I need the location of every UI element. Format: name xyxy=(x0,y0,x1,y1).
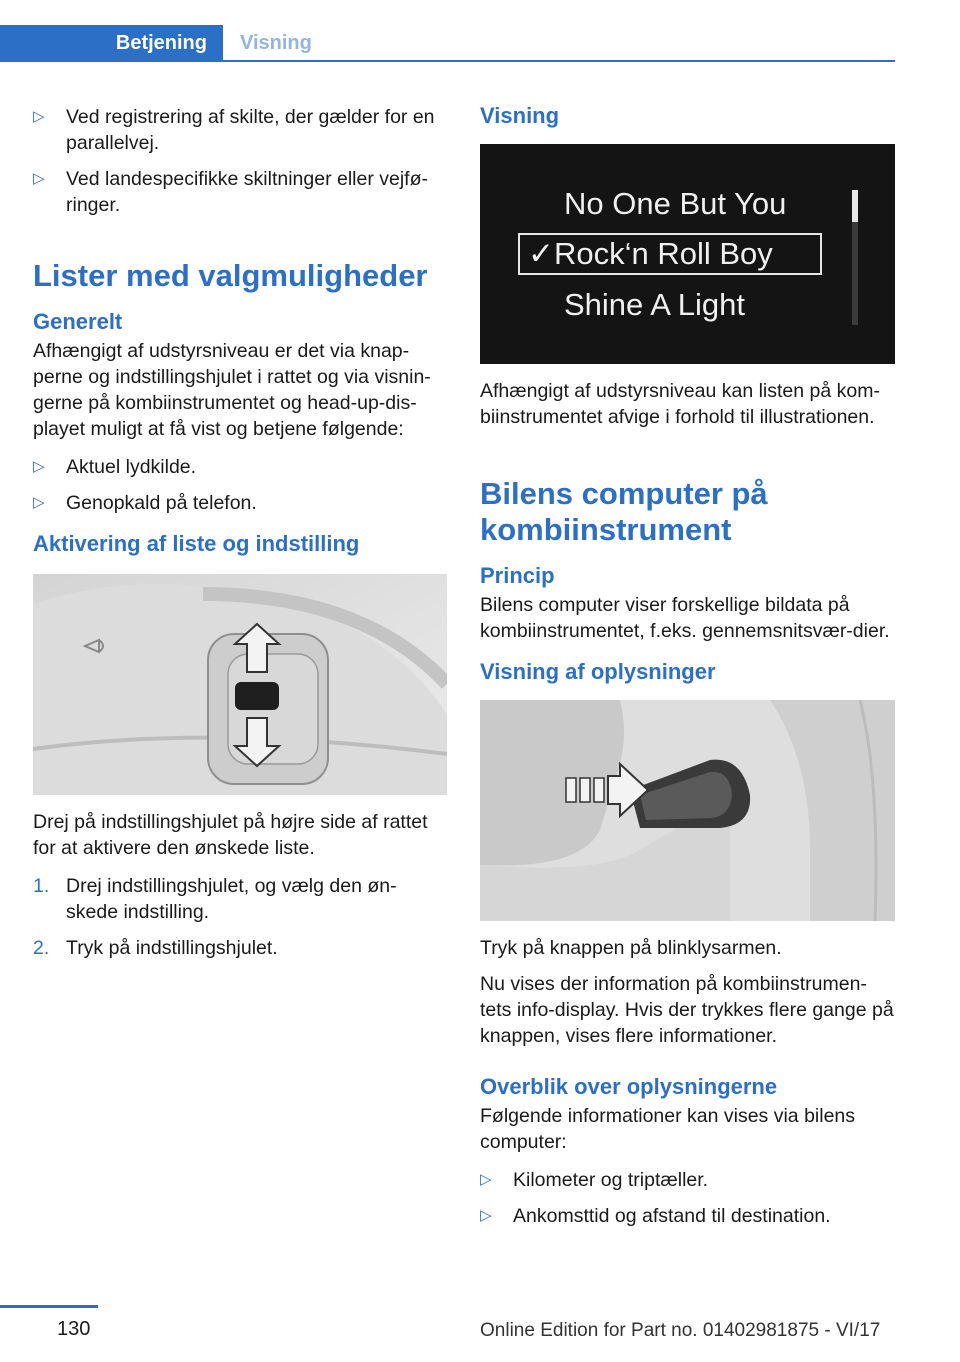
feature-list xyxy=(33,454,447,516)
list-item: ▷ Aktuel lydkilde. xyxy=(33,456,197,478)
list-item: 2. Tryk på indstillingshjulet. xyxy=(33,937,278,959)
paragraph-afhaengigt: Afhængigt af udstyrsniveau kan listen på kom-biinstrumentet afvige i forhold til illustrationen. xyxy=(480,380,880,428)
heading-generelt: Generelt xyxy=(33,309,123,334)
heading-overblik: Overblik over oplysningerne xyxy=(480,1074,778,1099)
triangle-bullet-icon: ▷ xyxy=(33,458,45,475)
heading-aktivering: Aktivering af liste og indstilling xyxy=(33,531,360,556)
display-item-1: No One But You xyxy=(564,186,787,221)
display-illustration xyxy=(480,144,895,364)
paragraph-nu-vises: Nu vises der information på kombiinstrumen-tets info-display. Hvis der trykkes flere gange på knappen, vises flere informationer. xyxy=(480,973,894,1047)
scrollbar-thumb xyxy=(852,190,858,222)
page-number: 130 xyxy=(57,1318,91,1340)
paragraph-generelt: Afhængigt af udstyrsniveau er det via knap-perne og indstillingshjulet i rattet og via visnin-gerne på kombiinstrumentet og head-up-dis-playet muligt at få vist og betjene følgende: xyxy=(33,340,431,440)
heading-lister: Lister med valgmuligheder xyxy=(33,258,428,293)
triangle-bullet-icon: ▷ xyxy=(33,108,45,125)
paragraph-tryk: Tryk på knappen på blinklysarmen. xyxy=(480,937,782,959)
heading-bilens-computer: Bilens computer på kombiinstrument xyxy=(480,476,768,547)
paragraph-folgende: Følgende informationer kan vises via bilens computer: xyxy=(480,1105,856,1153)
steering-wheel-drawing xyxy=(33,574,447,795)
list-item: ▷ Genopkald på telefon. xyxy=(33,492,257,514)
triangle-bullet-icon: ▷ xyxy=(480,1171,492,1188)
list-item: ▷ Kilometer og triptæller. xyxy=(480,1169,709,1191)
display-item-2: ✓Rock‘n Roll Boy xyxy=(528,236,773,271)
tab-betjening[interactable]: Betjening xyxy=(0,25,223,62)
triangle-bullet-icon: ▷ xyxy=(33,494,45,511)
page-header xyxy=(0,0,895,62)
triangle-bullet-icon: ▷ xyxy=(480,1207,492,1224)
tab-visning[interactable]: Visning xyxy=(240,32,312,54)
list-item: ▷ Ved landespecifikke skiltninger eller vejfø-ringer. xyxy=(33,168,429,216)
paragraph-princip: Bilens computer viser forskellige bildata på kombiinstrumentet, f.eks. gennemsnitsvær-dier. xyxy=(480,594,890,642)
list-item: ▷ Ankomsttid og afstand til destination. xyxy=(480,1205,831,1227)
list-item: ▷ Ved registrering af skilte, der gælder for en parallelvej. xyxy=(33,106,435,154)
step-list xyxy=(33,873,447,961)
turn-signal-lever-illustration xyxy=(480,700,895,921)
triangle-bullet-icon: ▷ xyxy=(33,170,45,187)
edition-footer: Online Edition for Part no. 01402981875 - VI/17 xyxy=(480,1320,881,1341)
display-item-3: Shine A Light xyxy=(564,287,745,322)
steering-wheel-illustration xyxy=(33,574,447,795)
lever-drawing xyxy=(480,700,895,921)
heading-visning: Visning xyxy=(480,103,560,128)
page-number-rule xyxy=(0,1305,98,1308)
right-column xyxy=(480,98,895,1239)
paragraph-drej: Drej på indstillingshjulet på højre side af rattet for at aktivere den ønskede liste. xyxy=(33,811,428,859)
list-item: 1. Drej indstillingshjulet, og vælg den øn-skede indstilling. xyxy=(33,875,397,923)
info-list xyxy=(480,1167,895,1229)
left-column xyxy=(33,98,447,971)
header-rule xyxy=(0,60,895,62)
heading-visning-oplysninger: Visning af oplysninger xyxy=(480,659,716,684)
heading-princip: Princip xyxy=(480,563,555,588)
top-bullet-list xyxy=(33,104,447,218)
